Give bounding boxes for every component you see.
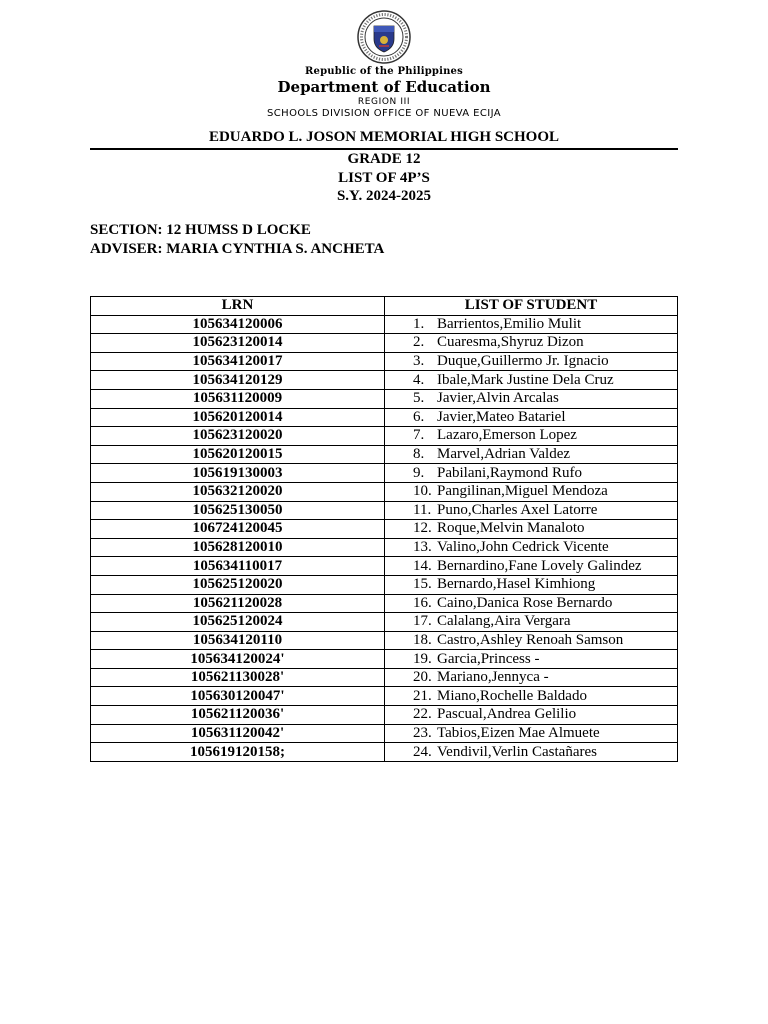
lrn-cell: 105634120017 (91, 352, 385, 371)
lrn-cell: 105623120014 (91, 334, 385, 353)
grade-title: GRADE 12 (347, 151, 421, 167)
student-number: 23. (413, 724, 432, 741)
lrn-cell: 105631120042' (91, 724, 385, 743)
lrn-cell: 105620120015 (91, 445, 385, 464)
table-row (91, 594, 678, 613)
student-cell (385, 575, 678, 594)
student-cell (385, 706, 678, 725)
table-row (91, 482, 678, 501)
student-cell (385, 445, 678, 464)
student-cell (385, 334, 678, 353)
division-line: SCHOOLS DIVISION OFFICE OF NUEVA ECIJA (267, 108, 501, 119)
table-row (91, 650, 678, 669)
student-number: 14. (413, 557, 432, 574)
student-header: LIST OF STUDENT (385, 297, 678, 316)
table-row (91, 371, 678, 390)
department-name: Department of Education (277, 78, 491, 96)
lrn-cell: 105634120006 (91, 315, 385, 334)
list-title: LIST OF 4P’S (338, 169, 430, 186)
table-header-row (91, 297, 678, 316)
lrn-cell: 105621120036' (91, 706, 385, 725)
student-cell (385, 687, 678, 706)
table-row (91, 613, 678, 632)
student-name: Javier,Alvin Arcalas (437, 390, 559, 407)
student-number: 19. (413, 650, 432, 667)
table-row (91, 445, 678, 464)
table-row (91, 668, 678, 687)
table-row (91, 352, 678, 371)
lrn-cell: 105625120024 (91, 613, 385, 632)
deped-seal-icon (357, 10, 411, 64)
student-name: Bernardo,Hasel Kimhiong (437, 576, 596, 593)
lrn-cell: 105630120047' (91, 687, 385, 706)
student-name: Ibale,Mark Justine Dela Cruz (437, 371, 614, 388)
student-name: Tabios,Eizen Mae Almuete (437, 724, 600, 741)
student-name: Marvel,Adrian Valdez (437, 446, 571, 463)
student-name: Bernardino,Fane Lovely Galindez (437, 557, 642, 574)
student-name: Javier,Mateo Batariel (437, 408, 566, 425)
student-number: 9. (413, 464, 425, 481)
student-number: 17. (413, 613, 432, 630)
table-row (91, 743, 678, 762)
student-number: 21. (413, 687, 432, 704)
student-number: 5. (413, 390, 425, 407)
student-name: Pangilinan,Miguel Mendoza (437, 483, 608, 500)
title-block (90, 150, 678, 206)
student-number: 10. (413, 483, 432, 500)
lrn-cell: 105620120014 (91, 408, 385, 427)
student-cell (385, 501, 678, 520)
lrn-cell: 105619130003 (91, 464, 385, 483)
lrn-cell: 105619120158; (91, 743, 385, 762)
student-name: Pabilani,Raymond Rufo (437, 464, 582, 481)
student-cell (385, 427, 678, 446)
student-name: Miano,Rochelle Baldado (437, 687, 587, 704)
table-row (91, 557, 678, 576)
lrn-cell: 105625130050 (91, 501, 385, 520)
table-row (91, 724, 678, 743)
student-cell (385, 464, 678, 483)
student-name: Pascual,Andrea Gelilio (437, 706, 577, 723)
student-name: Garcia,Princess - (437, 650, 540, 667)
republic-line: Republic of the Philippines (305, 66, 463, 77)
adviser-label: ADVISER: MARIA CYNTHIA S. ANCHETA (90, 241, 385, 257)
table-row (91, 315, 678, 334)
student-number: 4. (413, 371, 425, 388)
student-name: Castro,Ashley Renoah Samson (437, 631, 624, 648)
section-label: SECTION: 12 HUMSS D LOCKE (90, 222, 311, 238)
student-number: 11. (413, 501, 432, 518)
student-cell (385, 724, 678, 743)
student-name: Valino,John Cedrick Vicente (437, 539, 609, 556)
student-cell (385, 352, 678, 371)
student-cell (385, 668, 678, 687)
table-row (91, 520, 678, 539)
student-number: 6. (413, 408, 425, 425)
lrn-cell: 105634120129 (91, 371, 385, 390)
table-row (91, 706, 678, 725)
table-row (91, 538, 678, 557)
student-cell (385, 557, 678, 576)
student-name: Caino,Danica Rose Bernardo (437, 594, 613, 611)
student-name: Cuaresma,Shyruz Dizon (437, 334, 584, 351)
student-cell (385, 631, 678, 650)
table-row (91, 464, 678, 483)
school-name: EDUARDO L. JOSON MEMORIAL HIGH SCHOOL (208, 129, 560, 145)
student-cell (385, 650, 678, 669)
student-table (90, 296, 678, 762)
student-name: Mariano,Jennyca - (437, 669, 549, 686)
table-row (91, 575, 678, 594)
student-cell (385, 538, 678, 557)
student-number: 18. (413, 631, 432, 648)
student-number: 22. (413, 706, 432, 723)
student-name: Puno,Charles Axel Latorre (437, 501, 598, 518)
table-row (91, 427, 678, 446)
student-number: 2. (413, 334, 425, 351)
region-line: REGION III (357, 97, 411, 107)
table-row (91, 687, 678, 706)
section-info (90, 221, 384, 259)
student-cell (385, 743, 678, 762)
table-row (91, 501, 678, 520)
student-number: 15. (413, 576, 432, 593)
school-year: S.Y. 2024-2025 (336, 188, 432, 204)
student-number: 3. (413, 353, 425, 370)
student-name: Duque,Guillermo Jr. Ignacio (437, 353, 609, 370)
letterhead (0, 10, 768, 119)
table-row (91, 631, 678, 650)
lrn-cell: 105632120020 (91, 482, 385, 501)
student-number: 24. (413, 743, 432, 760)
student-cell (385, 482, 678, 501)
student-cell (385, 613, 678, 632)
lrn-cell: 105631120009 (91, 389, 385, 408)
student-cell (385, 520, 678, 539)
student-number: 8. (413, 446, 425, 463)
student-cell (385, 315, 678, 334)
lrn-cell: 105621120028 (91, 594, 385, 613)
table-row (91, 334, 678, 353)
lrn-cell: 105628120010 (91, 538, 385, 557)
lrn-cell: 105621130028' (91, 668, 385, 687)
student-name: Vendivil,Verlin Castañares (437, 743, 597, 760)
student-name: Lazaro,Emerson Lopez (437, 427, 577, 444)
student-number: 1. (413, 315, 425, 332)
lrn-cell: 105634120024' (91, 650, 385, 669)
table-row (91, 389, 678, 408)
lrn-cell: 105634120110 (91, 631, 385, 650)
student-name: Calalang,Aira Vergara (437, 613, 571, 630)
student-cell (385, 371, 678, 390)
student-number: 13. (413, 539, 432, 556)
student-cell (385, 408, 678, 427)
table-row (91, 408, 678, 427)
student-cell (385, 389, 678, 408)
lrn-cell: 106724120045 (91, 520, 385, 539)
student-number: 12. (413, 520, 432, 537)
student-number: 7. (413, 427, 425, 444)
student-name: Roque,Melvin Manaloto (437, 520, 585, 537)
lrn-cell: 105623120020 (91, 427, 385, 446)
student-number: 16. (413, 594, 432, 611)
student-name: Barrientos,Emilio Mulit (437, 315, 582, 332)
lrn-header: LRN (91, 297, 385, 316)
lrn-cell: 105634110017 (91, 557, 385, 576)
student-cell (385, 594, 678, 613)
student-number: 20. (413, 669, 432, 686)
lrn-cell: 105625120020 (91, 575, 385, 594)
